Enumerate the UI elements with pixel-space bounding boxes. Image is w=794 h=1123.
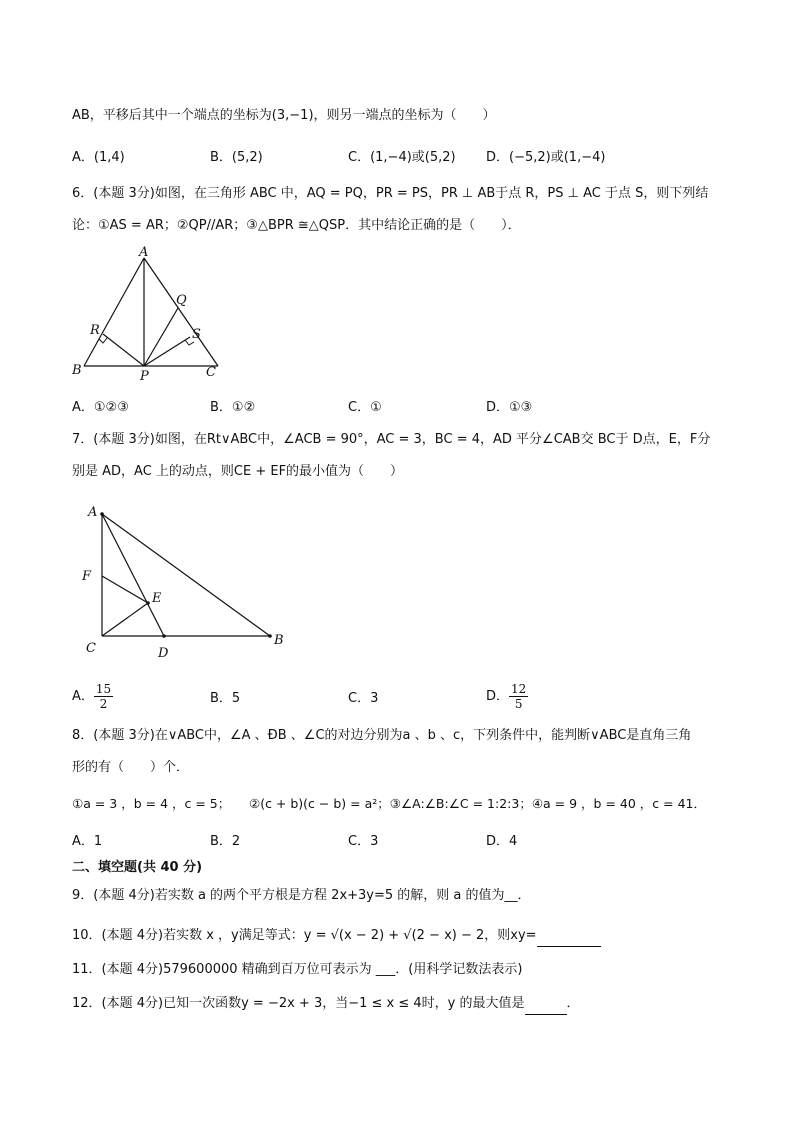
q7-option-d-prefix: D． [486, 689, 510, 704]
q5-stem: AB，平移后其中一个端点的坐标为(3,−1)，则另一端点的坐标为（ ） [72, 108, 496, 123]
point-d [162, 634, 166, 638]
q7-option-b: B．5 [210, 691, 241, 706]
q6-option-c: C．① [348, 400, 382, 415]
label-a: A [139, 246, 149, 260]
segment-ad [102, 514, 164, 636]
q10 [72, 926, 601, 947]
q6-stem-line2: 论：①AS = AR；②QP//AR；③△BPR ≅△QSP．其中结论正确的是（ ）． [72, 218, 521, 233]
q8-stem-line1: 8．(本题 3分)在∨ABC中，∠A 、ÐB 、∠C的对边分别为a 、b 、c，下列条件中，能判断∨ABC是直角三角 [72, 728, 692, 743]
q8-option-b: B．2 [210, 834, 241, 849]
label-e: E [152, 591, 162, 606]
section-heading: 二、填空题(共 40 分) [72, 860, 203, 875]
q10-answer-blank [537, 926, 601, 947]
q7-stem-line1: 7．(本题 3分)如图，在Rt∨ABC中，∠ACB = 90°，AC = 3，BC = 4，AD 平分∠CAB交 BC于 D点，E，F分 [72, 432, 711, 447]
q12-text: 12．(本题 4分)已知一次函数y = −2x + 3，当−1 ≤ x ≤ 4时，y 的最大值是 [72, 996, 525, 1011]
q8-option-d: D．4 [486, 834, 518, 849]
segment-ce [102, 603, 148, 636]
q10-text: 10．(本题 4分)若实数 x ，y满足等式：y = √(x − 2) + √(2 − x) − 2，则xy= [72, 928, 537, 943]
q5-option-b: B．(5,2) [210, 150, 263, 165]
q7-option-a-prefix: A． [72, 689, 94, 704]
point-e [146, 601, 150, 605]
q6-stem-line1: 6．(本题 3分)如图，在三角形 ABC 中，AQ = PQ，PR = PS，PR ⊥ AB于点 R，PS ⊥ AC 于点 S，则下列结 [72, 186, 709, 201]
q7-option-a [72, 682, 113, 711]
label-r: R [90, 323, 100, 338]
q11: 11．(本题 4分)579600000 精确到百万位可表示为 ___．(用科学记数法表示) [72, 962, 523, 977]
q9: 9．(本题 4分)若实数 a 的两个平方根是方程 2x+3y=5 的解，则 a 的值为__． [72, 888, 531, 903]
q8-option-c: C．3 [348, 834, 379, 849]
q12-end: ． [566, 996, 580, 1011]
label-q: Q [176, 293, 187, 308]
q8-conditions: ①a = 3 ，b = 4 ，c = 5； ②(c + b)(c − b) = a²；③∠A:∠B:∠C = 1:2:3；④a = 9 ，b = 40 ，c = 41． [72, 796, 706, 811]
segment-pq [144, 308, 178, 366]
q5-option-d: D．(−5,2)或(1,−4) [486, 150, 606, 165]
q8-stem-line2: 形的有（ ）个． [72, 760, 190, 775]
segment-ps [144, 337, 190, 366]
q5-option-a: A．(1,4) [72, 150, 125, 165]
right-angle-r [99, 338, 107, 343]
q6-option-d: D．①③ [486, 400, 533, 415]
q5-option-c: C．(1,−4)或(5,2) [348, 150, 456, 165]
q6-triangle-figure [66, 246, 226, 386]
label-a: A [88, 505, 98, 520]
label-c: C [206, 365, 216, 380]
q7-stem-line2: 别是 AD，AC 上的动点，则CE + EF的最小值为（ ） [72, 464, 404, 479]
q7-right-triangle-figure [78, 500, 298, 665]
q6-option-b: B．①② [210, 400, 256, 415]
q7-option-d-fraction: $\frac{12}{5}$ [511, 682, 527, 711]
q7-option-c: C．3 [348, 691, 379, 706]
label-s: S [192, 327, 201, 342]
label-b: B [274, 633, 284, 648]
label-p: P [140, 369, 149, 384]
q8-option-a: A．1 [72, 834, 103, 849]
q12-answer-blank [525, 994, 567, 1015]
segment-pr [103, 334, 144, 366]
q7-option-a-fraction: $\frac{15}{2}$ [95, 682, 112, 711]
label-f: F [82, 569, 92, 584]
q7-option-d [486, 682, 528, 711]
q12 [72, 994, 580, 1015]
label-c: C [86, 641, 96, 656]
segment-ab [84, 258, 144, 366]
point-b [268, 634, 272, 638]
segment-fe [102, 576, 148, 603]
q6-option-a: A．①②③ [72, 400, 129, 415]
label-d: D [158, 646, 169, 661]
segment-ac [144, 258, 218, 366]
point-a [100, 512, 104, 516]
label-b: B [72, 363, 82, 378]
